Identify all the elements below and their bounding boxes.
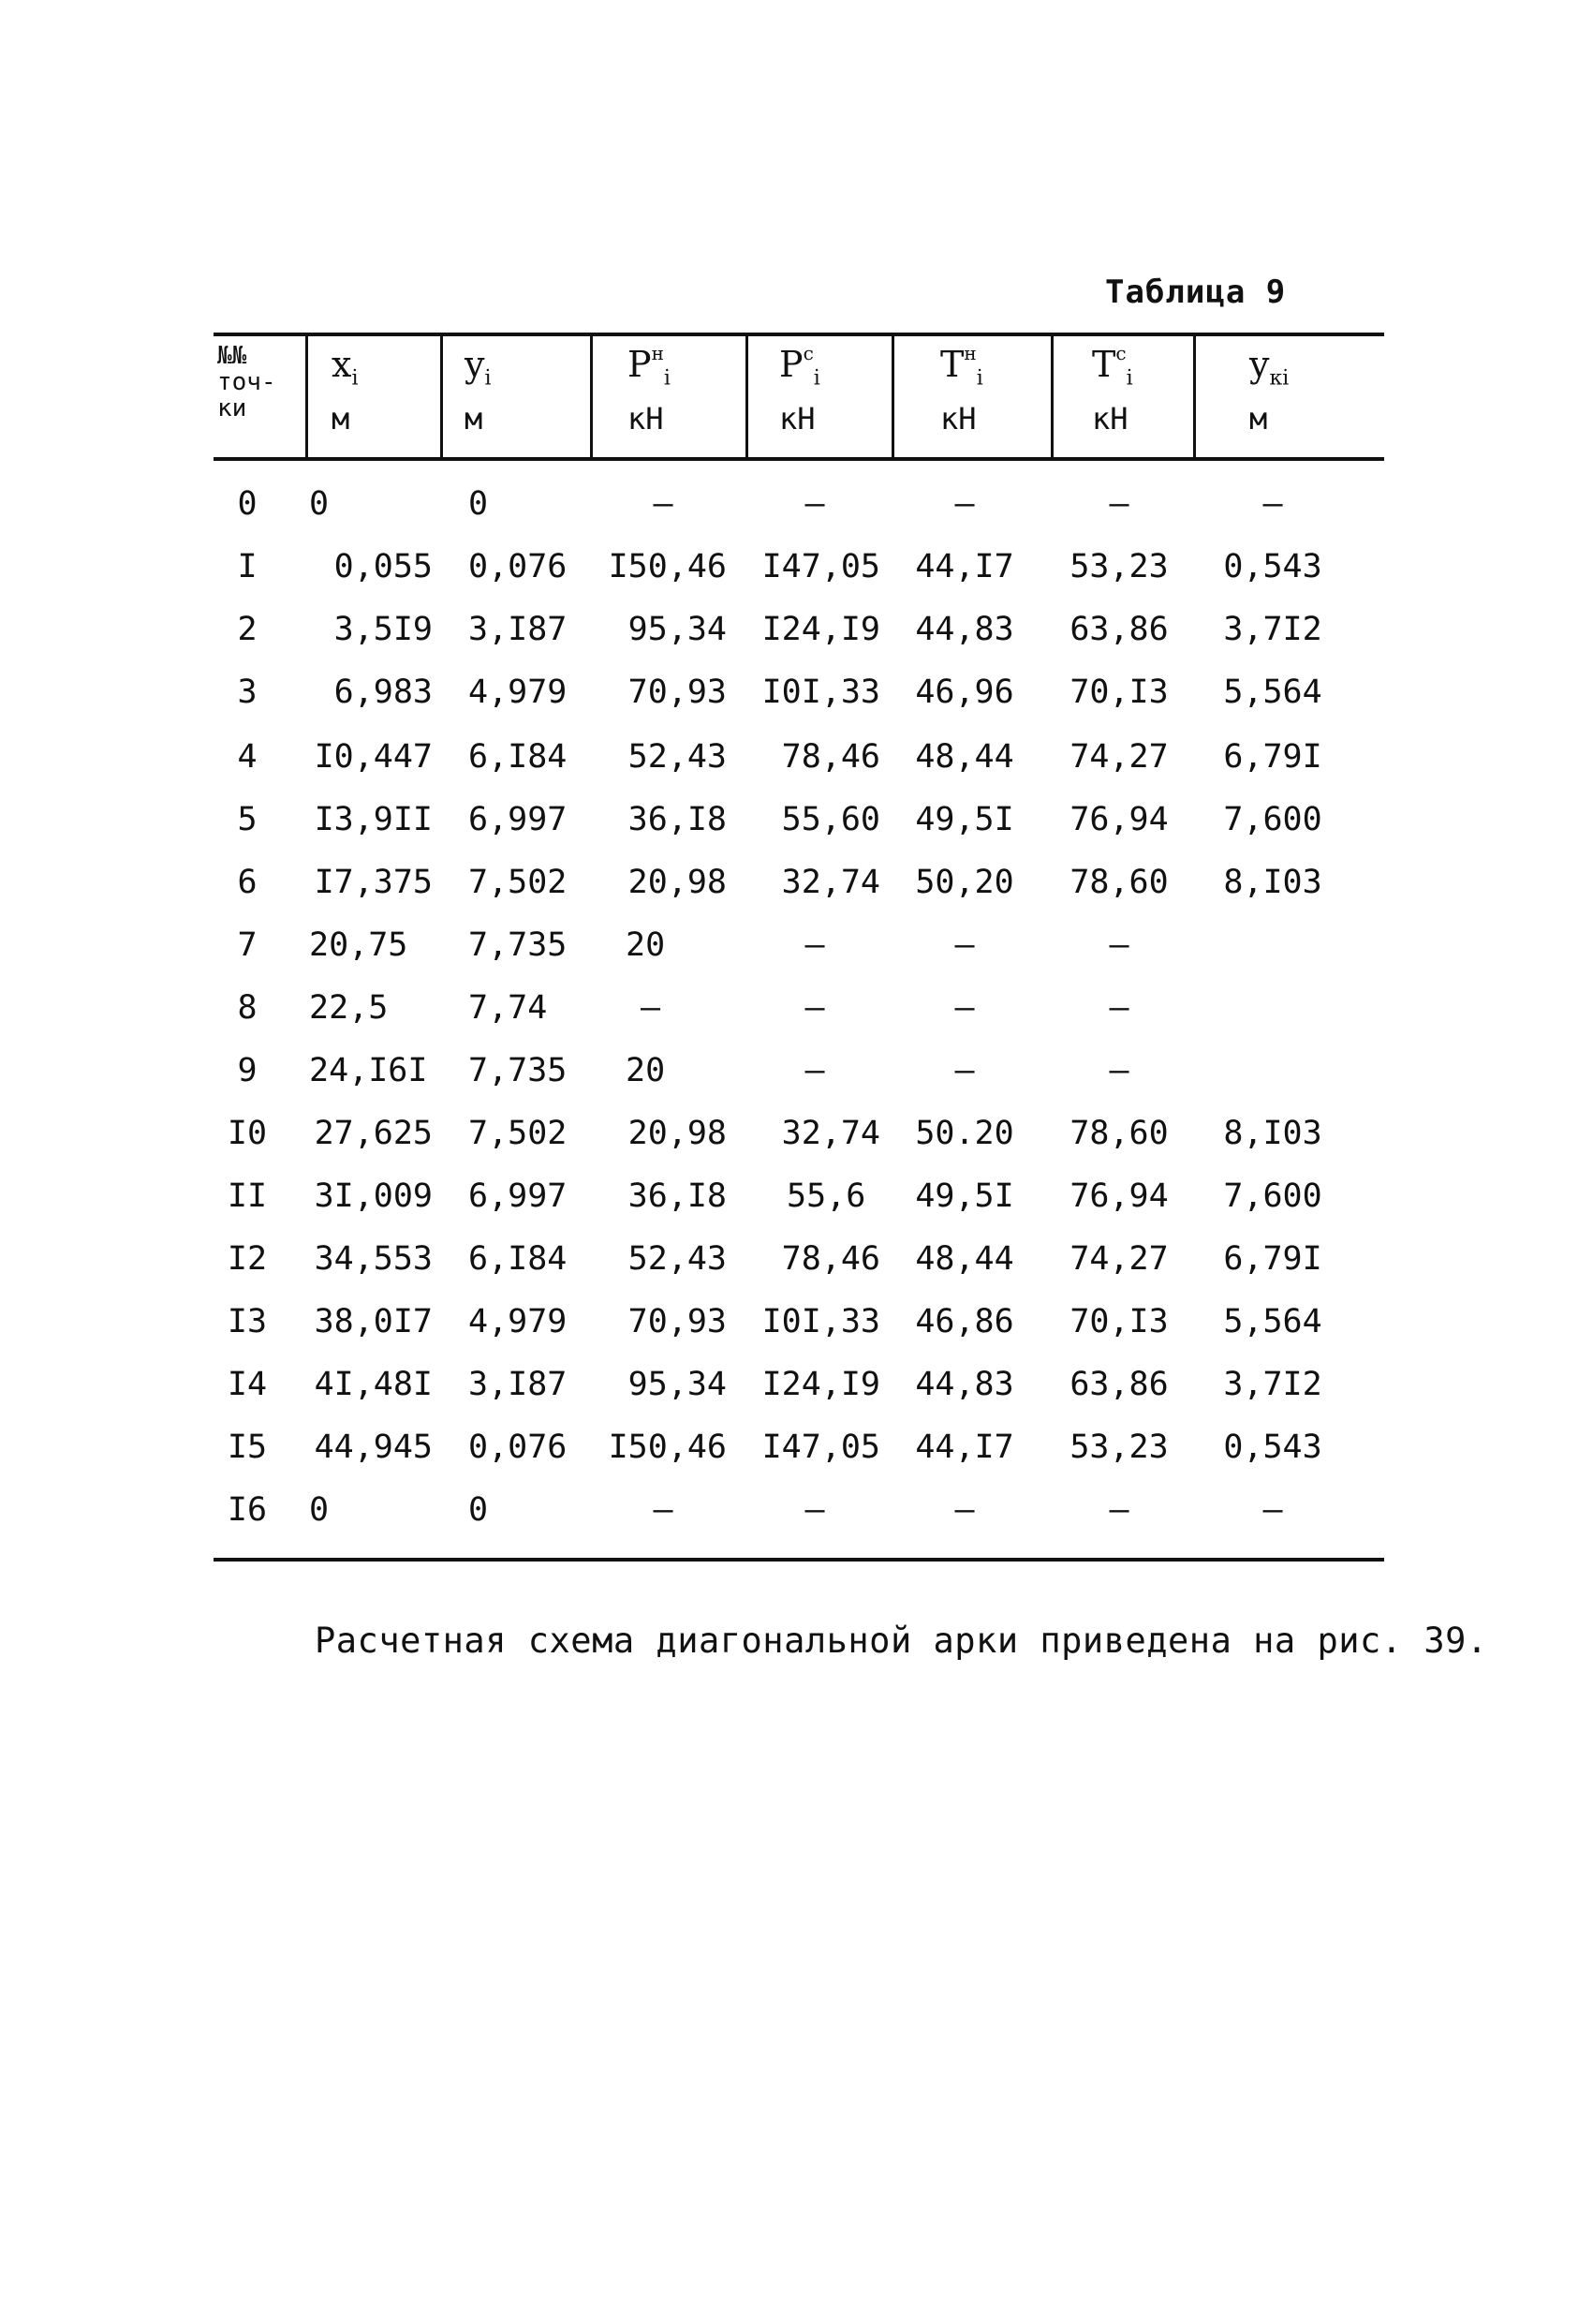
table-row	[0, 1366, 1593, 1428]
header-p-normative	[627, 343, 740, 451]
cell-y-k: 8,I03	[1223, 1115, 1322, 1152]
cell-p-design: I47,05	[761, 548, 880, 585]
cell-x: 44,945	[314, 1428, 433, 1466]
header-unit: м	[1249, 400, 1268, 437]
cell-t-normative: –	[954, 1052, 975, 1089]
cell-y-k: –	[1262, 485, 1283, 523]
cell-p-normative: I50,46	[608, 1428, 727, 1466]
cell-t-normative: 50,20	[915, 864, 1014, 901]
header-line: точ-	[217, 368, 276, 396]
column-divider	[305, 334, 308, 458]
cell-y: 0,076	[468, 548, 568, 585]
cell-t-normative: –	[954, 1491, 975, 1529]
footer-paragraph: Расчетная схема диагональной арки приведена на рис. 39.	[315, 1621, 1488, 1661]
cell-t-normative: 44,I7	[915, 548, 1014, 585]
header-unit: кН	[1092, 400, 1128, 437]
cell-p-design: –	[804, 1052, 825, 1089]
cell-y-k: 5,564	[1223, 674, 1322, 711]
table-row	[0, 1240, 1593, 1302]
cell-p-normative: 70,93	[627, 1303, 727, 1340]
table-caption: Таблица 9	[1105, 274, 1287, 311]
header-unit: м	[465, 400, 483, 437]
cell-point: 4	[237, 738, 258, 776]
cell-p-design: 78,46	[781, 738, 880, 776]
cell-t-normative: –	[954, 485, 975, 523]
header-unit: м	[332, 400, 350, 437]
cell-y-k: 7,600	[1223, 801, 1322, 838]
cell-x: I7,375	[314, 864, 433, 901]
cell-p-design: 55,60	[781, 801, 880, 838]
cell-t-normative: –	[954, 926, 975, 964]
cell-p-design: 78,46	[781, 1240, 880, 1278]
cell-p-normative: 20,98	[627, 1115, 727, 1152]
cell-t-design: –	[1109, 989, 1129, 1027]
cell-point: 3	[237, 674, 258, 711]
cell-point: 8	[237, 989, 258, 1027]
cell-y: 6,I84	[468, 738, 568, 776]
header-line: №№	[217, 342, 247, 370]
table-row	[0, 611, 1593, 673]
table-row	[0, 485, 1593, 547]
cell-p-normative: 36,I8	[627, 801, 727, 838]
cell-x: 27,625	[314, 1115, 433, 1152]
table-row	[0, 1115, 1593, 1177]
cell-point: 7	[237, 926, 258, 964]
cell-point: I	[237, 548, 258, 585]
cell-point: 6	[237, 864, 258, 901]
cell-p-design: –	[804, 989, 825, 1027]
cell-p-design: –	[804, 1491, 825, 1529]
cell-t-normative: 48,44	[915, 738, 1014, 776]
cell-y-k: 3,7I2	[1223, 1366, 1322, 1403]
cell-point: I5	[227, 1428, 268, 1466]
cell-y: 0,076	[468, 1428, 568, 1466]
cell-point: I2	[227, 1240, 268, 1278]
cell-t-design: 76,94	[1069, 1177, 1169, 1215]
cell-y: 4,979	[468, 674, 568, 711]
cell-y: 7,735	[468, 926, 568, 964]
cell-t-normative: 44,83	[915, 611, 1014, 648]
cell-t-design: –	[1109, 926, 1129, 964]
cell-y-k: 6,79I	[1223, 738, 1322, 776]
column-divider	[1193, 334, 1196, 458]
header-point-number	[217, 343, 302, 451]
table-row	[0, 1052, 1593, 1114]
table-row	[0, 926, 1593, 988]
cell-x: I0,447	[314, 738, 433, 776]
cell-y: 3,I87	[468, 611, 568, 648]
cell-x: 6,983	[333, 674, 433, 711]
cell-x: 38,0I7	[314, 1303, 433, 1340]
cell-point: I4	[227, 1366, 268, 1403]
cell-y: 4,979	[468, 1303, 568, 1340]
table-row	[0, 801, 1593, 863]
cell-point: I0	[227, 1115, 268, 1152]
cell-y: 0	[468, 1491, 489, 1529]
header-y-k	[1249, 343, 1352, 451]
cell-y: 6,997	[468, 801, 568, 838]
cell-x: 4I,48I	[314, 1366, 433, 1403]
cell-p-normative: 20	[626, 1052, 666, 1089]
table-row	[0, 1491, 1593, 1553]
cell-x: 3,5I9	[333, 611, 433, 648]
header-unit: кН	[779, 400, 816, 437]
cell-t-design: 78,60	[1069, 1115, 1169, 1152]
cell-p-normative: 20,98	[627, 864, 727, 901]
cell-p-normative: 52,43	[627, 1240, 727, 1278]
table-row	[0, 989, 1593, 1051]
cell-t-normative: 44,I7	[915, 1428, 1014, 1466]
cell-p-normative: –	[653, 485, 673, 523]
cell-t-design: 70,I3	[1069, 674, 1169, 711]
cell-p-design: I47,05	[761, 1428, 880, 1466]
header-unit: кН	[627, 400, 664, 437]
cell-p-normative: 95,34	[627, 1366, 727, 1403]
cell-t-design: –	[1109, 1491, 1129, 1529]
cell-t-design: –	[1109, 485, 1129, 523]
cell-t-design: 53,23	[1069, 1428, 1169, 1466]
cell-point: II	[227, 1177, 268, 1215]
cell-t-design: 63,86	[1069, 611, 1169, 648]
cell-p-normative: 95,34	[627, 611, 727, 648]
cell-t-design: 74,27	[1069, 1240, 1169, 1278]
cell-p-normative: 52,43	[627, 738, 727, 776]
cell-x: 24,I6I	[309, 1052, 428, 1089]
cell-y: 6,I84	[468, 1240, 568, 1278]
cell-y: 6,997	[468, 1177, 568, 1215]
table-row	[0, 1303, 1593, 1365]
cell-x: 0,055	[333, 548, 433, 585]
cell-y-k: 6,79I	[1223, 1240, 1322, 1278]
cell-p-design: I24,I9	[761, 1366, 880, 1403]
header-symbol: $T^c_i$	[1092, 342, 1133, 391]
cell-p-normative: –	[641, 989, 661, 1027]
cell-y: 3,I87	[468, 1366, 568, 1403]
cell-y: 0	[468, 485, 489, 523]
header-symbol: $T^н_i$	[940, 342, 983, 391]
cell-y-k: 0,543	[1223, 1428, 1322, 1466]
cell-t-normative: 49,5I	[915, 801, 1014, 838]
cell-x: 34,553	[314, 1240, 433, 1278]
cell-y-k: –	[1262, 1491, 1283, 1529]
cell-x: 20,75	[309, 926, 408, 964]
cell-p-design: –	[804, 485, 825, 523]
cell-p-design: 55,6	[787, 1177, 866, 1215]
cell-p-normative: 70,93	[627, 674, 727, 711]
cell-x: 22,5	[309, 989, 389, 1027]
cell-t-normative: 44,83	[915, 1366, 1014, 1403]
cell-p-design: I24,I9	[761, 611, 880, 648]
header-unit: кН	[940, 400, 977, 437]
cell-t-normative: 46,86	[915, 1303, 1014, 1340]
column-divider	[440, 334, 443, 458]
table-row	[0, 674, 1593, 735]
header-y	[465, 343, 577, 451]
cell-point: 9	[237, 1052, 258, 1089]
table-row	[0, 864, 1593, 925]
cell-point: 5	[237, 801, 258, 838]
cell-x: 0	[309, 1491, 330, 1529]
cell-y-k: 0,543	[1223, 548, 1322, 585]
cell-y: 7,502	[468, 1115, 568, 1152]
cell-y-k: 3,7I2	[1223, 611, 1322, 648]
cell-t-design: 53,23	[1069, 548, 1169, 585]
column-divider	[745, 334, 748, 458]
cell-y: 7,502	[468, 864, 568, 901]
table-row	[0, 548, 1593, 610]
cell-y-k: 8,I03	[1223, 864, 1322, 901]
table-row	[0, 738, 1593, 800]
cell-t-normative: 46,96	[915, 674, 1014, 711]
header-symbol: $y_{кi}$	[1249, 344, 1290, 391]
cell-p-design: I0I,33	[761, 674, 880, 711]
cell-y: 7,74	[468, 989, 548, 1027]
table-header-rule	[214, 457, 1384, 461]
header-symbol: $P^н_i$	[627, 342, 671, 391]
cell-t-normative: 49,5I	[915, 1177, 1014, 1215]
cell-t-normative: –	[954, 989, 975, 1027]
cell-p-design: 32,74	[781, 1115, 880, 1152]
cell-t-design: –	[1109, 1052, 1129, 1089]
cell-point: 0	[237, 485, 258, 523]
column-divider	[892, 334, 894, 458]
cell-y-k: 7,600	[1223, 1177, 1322, 1215]
cell-point: I3	[227, 1303, 268, 1340]
column-divider	[590, 334, 593, 458]
cell-t-design: 63,86	[1069, 1366, 1169, 1403]
cell-x: I3,9II	[314, 801, 433, 838]
cell-t-normative: 50.20	[915, 1115, 1014, 1152]
header-t-design	[1092, 343, 1186, 451]
header-x	[332, 343, 425, 451]
cell-y: 7,735	[468, 1052, 568, 1089]
cell-p-normative: I50,46	[608, 548, 727, 585]
cell-t-design: 78,60	[1069, 864, 1169, 901]
cell-x: 3I,009	[314, 1177, 433, 1215]
table-top-rule	[214, 333, 1384, 336]
cell-t-design: 74,27	[1069, 738, 1169, 776]
header-symbol: $P^c_i$	[779, 342, 820, 391]
cell-point: 2	[237, 611, 258, 648]
cell-y-k: 5,564	[1223, 1303, 1322, 1340]
table-row	[0, 1428, 1593, 1490]
cell-p-design: 32,74	[781, 864, 880, 901]
header-symbol: $y_i$	[465, 344, 492, 391]
header-t-normative	[940, 343, 1043, 451]
cell-p-design: I0I,33	[761, 1303, 880, 1340]
cell-x: 0	[309, 485, 330, 523]
cell-t-design: 76,94	[1069, 801, 1169, 838]
header-symbol: $x_i$	[332, 344, 359, 391]
cell-p-normative: 36,I8	[627, 1177, 727, 1215]
table-bottom-rule	[214, 1558, 1384, 1562]
header-line: ки	[217, 394, 247, 422]
table-row	[0, 1177, 1593, 1239]
cell-point: I6	[227, 1491, 268, 1529]
cell-t-normative: 48,44	[915, 1240, 1014, 1278]
cell-t-design: 70,I3	[1069, 1303, 1169, 1340]
header-p-design	[779, 343, 882, 451]
cell-p-design: –	[804, 926, 825, 964]
cell-p-normative: 20	[626, 926, 666, 964]
cell-p-normative: –	[653, 1491, 673, 1529]
column-divider	[1051, 334, 1054, 458]
